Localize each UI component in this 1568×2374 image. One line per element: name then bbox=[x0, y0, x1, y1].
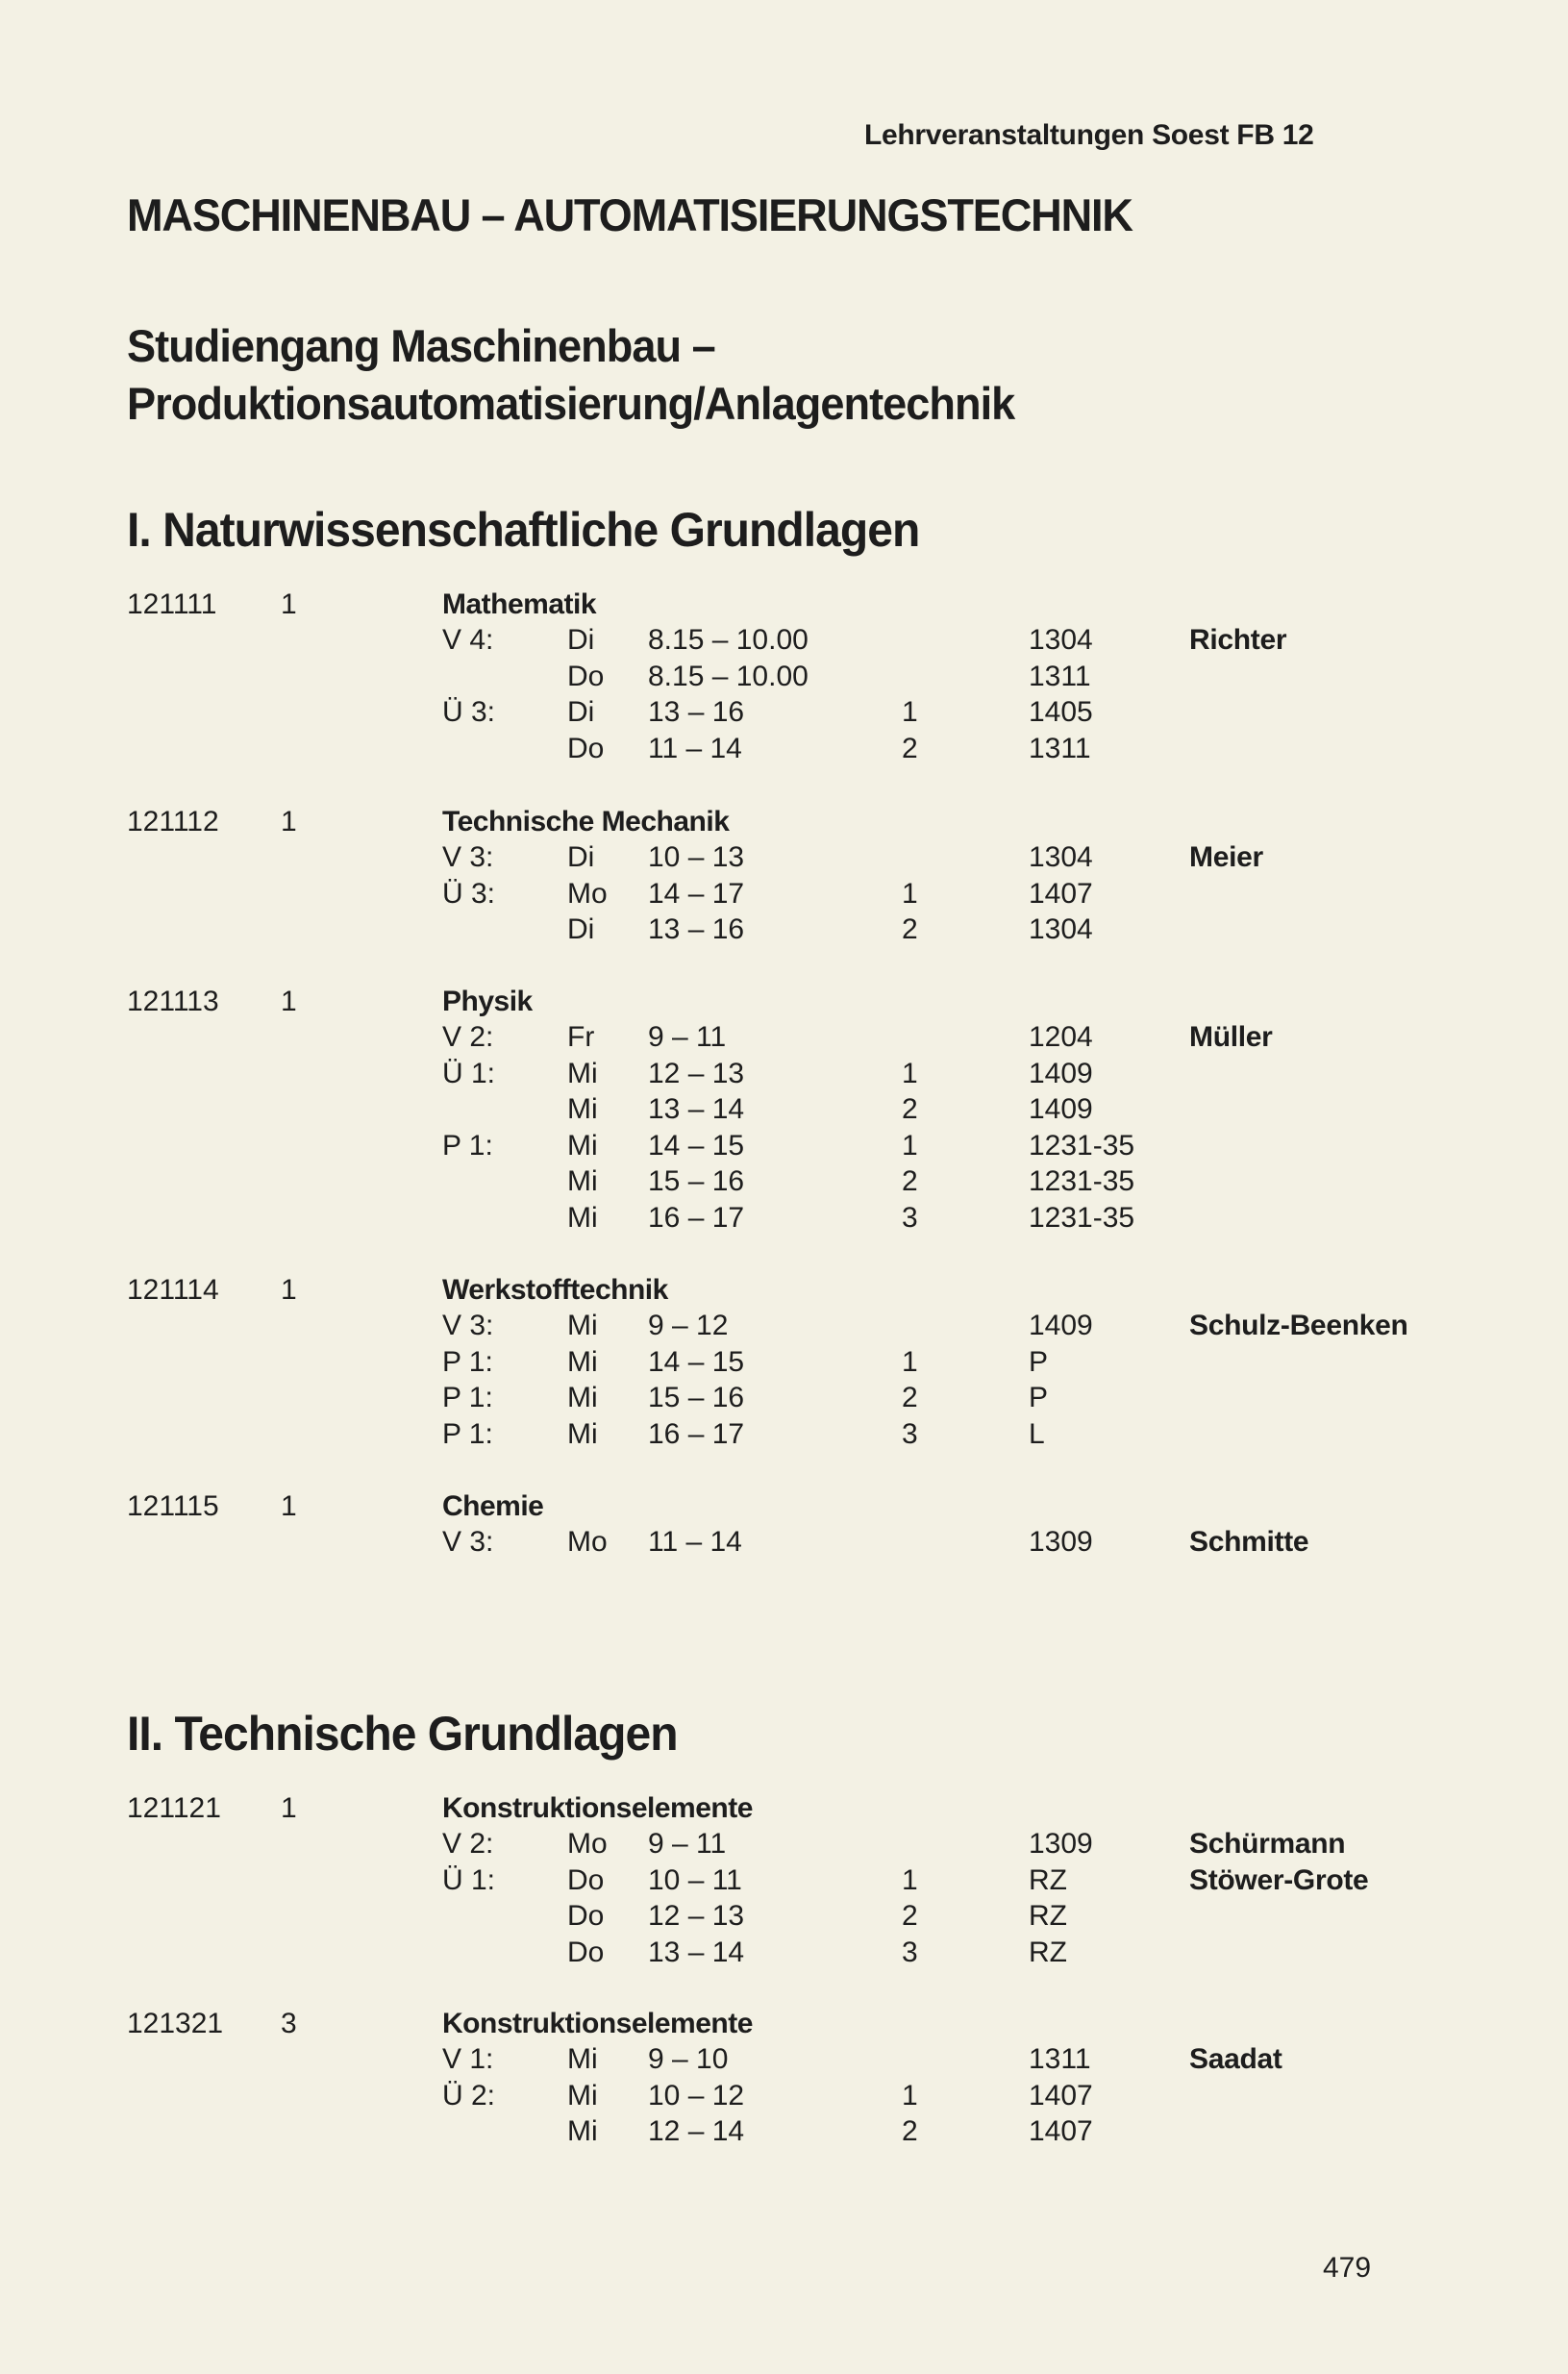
session-day: Mi bbox=[567, 1129, 598, 1162]
course-semester: 1 bbox=[281, 986, 297, 1017]
session-day: Mi bbox=[567, 2079, 598, 2112]
schedule-row bbox=[0, 2115, 1568, 2151]
lecturer-name: Schürmann bbox=[1189, 1828, 1346, 1860]
schedule-row bbox=[0, 1900, 1568, 1936]
course-name: Chemie bbox=[442, 1490, 544, 1522]
session-type: V 3: bbox=[442, 1526, 494, 1558]
session-time: 13 – 16 bbox=[648, 913, 745, 945]
session-room: 1311 bbox=[1029, 660, 1091, 692]
schedule-row bbox=[0, 1021, 1568, 1057]
session-day: Mi bbox=[567, 1345, 598, 1378]
session-room: 1231-35 bbox=[1029, 1165, 1135, 1197]
session-room: 1304 bbox=[1029, 841, 1093, 873]
page-number: 479 bbox=[1323, 2252, 1372, 2284]
session-group: 2 bbox=[902, 1093, 918, 1125]
schedule-row bbox=[0, 1202, 1568, 1237]
session-group: 2 bbox=[902, 732, 918, 764]
section-heading: I. Naturwissenschaftliche Grundlagen bbox=[127, 503, 920, 557]
session-room: 1311 bbox=[1029, 732, 1091, 764]
session-day: Di bbox=[567, 913, 595, 945]
session-type: P 1: bbox=[442, 1382, 493, 1413]
session-day: Mi bbox=[567, 1057, 598, 1089]
session-day: Do bbox=[567, 1936, 605, 1968]
session-time: 14 – 15 bbox=[648, 1345, 745, 1378]
session-room: 1407 bbox=[1029, 2115, 1093, 2147]
course-name: Physik bbox=[442, 986, 533, 1017]
lecturer-name: Stöwer-Grote bbox=[1189, 1863, 1369, 1896]
session-group: 2 bbox=[902, 1900, 918, 1932]
course-number: 121114 bbox=[127, 1274, 219, 1306]
session-room: RZ bbox=[1029, 1900, 1067, 1932]
session-time: 13 – 14 bbox=[648, 1093, 745, 1125]
course-semester: 1 bbox=[281, 806, 297, 837]
session-group: 3 bbox=[902, 1936, 918, 1968]
session-time: 9 – 11 bbox=[648, 1021, 727, 1053]
schedule-row bbox=[0, 624, 1568, 660]
session-type: V 3: bbox=[442, 841, 494, 873]
session-time: 12 – 14 bbox=[648, 2115, 745, 2147]
session-time: 12 – 13 bbox=[648, 1057, 745, 1089]
course-number: 121113 bbox=[127, 986, 219, 1017]
lecturer-name: Saadat bbox=[1189, 2043, 1282, 2075]
subtitle-line-2: Produktionsautomatisierung/Anlagentechnik bbox=[127, 378, 1015, 429]
course-semester: 1 bbox=[281, 1490, 297, 1522]
schedule-row bbox=[0, 1058, 1568, 1093]
session-room: 1407 bbox=[1029, 2079, 1093, 2112]
session-time: 14 – 15 bbox=[648, 1129, 745, 1162]
session-type: Ü 3: bbox=[442, 696, 496, 728]
session-day: Do bbox=[567, 1900, 605, 1932]
schedule-row bbox=[0, 1937, 1568, 1972]
session-time: 15 – 16 bbox=[648, 1382, 745, 1413]
lecturer-name: Schulz-Beenken bbox=[1189, 1310, 1408, 1341]
session-type: Ü 2: bbox=[442, 2079, 496, 2112]
schedule-row bbox=[0, 841, 1568, 877]
schedule-row bbox=[0, 1346, 1568, 1382]
session-time: 10 – 12 bbox=[648, 2079, 745, 2112]
session-type: P 1: bbox=[442, 1417, 493, 1450]
session-day: Fr bbox=[567, 1021, 595, 1053]
session-room: 1309 bbox=[1029, 1526, 1093, 1558]
session-group: 2 bbox=[902, 1382, 918, 1413]
session-type: V 2: bbox=[442, 1021, 494, 1053]
course-name: Konstruktionselemente bbox=[442, 2008, 753, 2039]
course-name: Werkstofftechnik bbox=[442, 1274, 668, 1306]
session-group: 3 bbox=[902, 1417, 918, 1450]
course-semester: 1 bbox=[281, 1792, 297, 1824]
schedule-row bbox=[0, 1526, 1568, 1562]
session-day: Do bbox=[567, 660, 605, 692]
schedule-row bbox=[0, 1382, 1568, 1417]
session-time: 10 – 13 bbox=[648, 841, 745, 873]
session-time: 9 – 12 bbox=[648, 1310, 729, 1341]
session-group: 2 bbox=[902, 1165, 918, 1197]
schedule-row bbox=[0, 1864, 1568, 1900]
session-type: V 4: bbox=[442, 624, 494, 656]
session-time: 12 – 13 bbox=[648, 1900, 745, 1932]
session-room: P bbox=[1029, 1345, 1049, 1378]
session-time: 11 – 14 bbox=[648, 1526, 742, 1558]
session-room: 1231-35 bbox=[1029, 1129, 1135, 1162]
session-group: 2 bbox=[902, 913, 918, 945]
lecturer-name: Müller bbox=[1189, 1021, 1273, 1053]
session-group: 1 bbox=[902, 2079, 918, 2112]
schedule-row bbox=[0, 913, 1568, 949]
session-time: 13 – 14 bbox=[648, 1936, 745, 1968]
session-group: 3 bbox=[902, 1201, 918, 1234]
session-day: Mi bbox=[567, 1382, 598, 1413]
session-room: 1304 bbox=[1029, 913, 1093, 945]
schedule-row bbox=[0, 2043, 1568, 2079]
session-room: 1407 bbox=[1029, 877, 1093, 910]
session-day: Mo bbox=[567, 1828, 608, 1860]
session-room: 1409 bbox=[1029, 1310, 1093, 1341]
schedule-row bbox=[0, 733, 1568, 768]
session-group: 2 bbox=[902, 2115, 918, 2147]
course-semester: 1 bbox=[281, 1274, 297, 1306]
session-room: RZ bbox=[1029, 1863, 1067, 1896]
session-time: 11 – 14 bbox=[648, 732, 742, 764]
session-type: Ü 1: bbox=[442, 1863, 496, 1896]
session-time: 10 – 11 bbox=[648, 1863, 742, 1896]
session-time: 8.15 – 10.00 bbox=[648, 624, 809, 656]
session-time: 14 – 17 bbox=[648, 877, 745, 910]
course-name: Konstruktionselemente bbox=[442, 1792, 753, 1824]
session-time: 16 – 17 bbox=[648, 1417, 745, 1450]
schedule-row bbox=[0, 1828, 1568, 1863]
session-day: Mo bbox=[567, 1526, 608, 1558]
session-type: Ü 1: bbox=[442, 1057, 496, 1089]
lecturer-name: Schmitte bbox=[1189, 1526, 1309, 1558]
session-room: 1304 bbox=[1029, 624, 1093, 656]
lecturer-name: Richter bbox=[1189, 624, 1287, 656]
session-group: 1 bbox=[902, 1863, 918, 1896]
course-semester: 3 bbox=[281, 2008, 297, 2039]
course-number: 121112 bbox=[127, 806, 219, 837]
session-day: Mo bbox=[567, 877, 608, 910]
session-room: RZ bbox=[1029, 1936, 1067, 1968]
schedule-row bbox=[0, 2080, 1568, 2115]
schedule-row bbox=[0, 1093, 1568, 1129]
session-room: 1204 bbox=[1029, 1021, 1093, 1053]
session-day: Di bbox=[567, 624, 595, 656]
section-heading: II. Technische Grundlagen bbox=[127, 1707, 678, 1761]
session-day: Mi bbox=[567, 1417, 598, 1450]
session-time: 15 – 16 bbox=[648, 1165, 745, 1197]
session-day: Mi bbox=[567, 2115, 598, 2147]
session-day: Mi bbox=[567, 1165, 598, 1197]
course-number: 121115 bbox=[127, 1490, 219, 1522]
session-day: Do bbox=[567, 1863, 605, 1896]
course-number: 121321 bbox=[127, 2008, 224, 2039]
lecturer-name: Meier bbox=[1189, 841, 1263, 873]
session-room: 1309 bbox=[1029, 1828, 1093, 1860]
schedule-row bbox=[0, 1310, 1568, 1345]
session-room: L bbox=[1029, 1417, 1045, 1450]
session-day: Do bbox=[567, 732, 605, 764]
schedule-row bbox=[0, 1130, 1568, 1165]
course-name: Mathematik bbox=[442, 588, 597, 620]
session-day: Mi bbox=[567, 1201, 598, 1234]
running-header: Lehrveranstaltungen Soest FB 12 bbox=[864, 119, 1314, 151]
session-type: P 1: bbox=[442, 1345, 493, 1378]
schedule-row bbox=[0, 1165, 1568, 1201]
session-day: Mi bbox=[567, 2043, 598, 2075]
course-semester: 1 bbox=[281, 588, 297, 620]
session-group: 1 bbox=[902, 696, 918, 728]
session-type: P 1: bbox=[442, 1129, 493, 1162]
page-title: MASCHINENBAU – AUTOMATISIERUNGSTECHNIK bbox=[127, 189, 1132, 240]
session-type: Ü 3: bbox=[442, 877, 496, 910]
session-type: V 2: bbox=[442, 1828, 494, 1860]
session-room: P bbox=[1029, 1382, 1049, 1413]
session-group: 1 bbox=[902, 1129, 918, 1162]
session-room: 1405 bbox=[1029, 696, 1093, 728]
session-day: Mi bbox=[567, 1093, 598, 1125]
schedule-row bbox=[0, 661, 1568, 696]
session-day: Di bbox=[567, 696, 595, 728]
schedule-row bbox=[0, 696, 1568, 732]
session-room: 1231-35 bbox=[1029, 1201, 1135, 1234]
subtitle-line-1: Studiengang Maschinenbau – bbox=[127, 320, 715, 371]
session-time: 13 – 16 bbox=[648, 696, 745, 728]
session-time: 8.15 – 10.00 bbox=[648, 660, 809, 692]
session-day: Mi bbox=[567, 1310, 598, 1341]
session-type: V 3: bbox=[442, 1310, 494, 1341]
course-number: 121121 bbox=[127, 1792, 221, 1824]
session-room: 1311 bbox=[1029, 2043, 1091, 2075]
course-name: Technische Mechanik bbox=[442, 806, 730, 837]
session-group: 1 bbox=[902, 1345, 918, 1378]
subtitle bbox=[127, 317, 1014, 433]
session-time: 9 – 11 bbox=[648, 1828, 727, 1860]
session-group: 1 bbox=[902, 877, 918, 910]
session-room: 1409 bbox=[1029, 1057, 1093, 1089]
session-time: 9 – 10 bbox=[648, 2043, 729, 2075]
session-group: 1 bbox=[902, 1057, 918, 1089]
session-room: 1409 bbox=[1029, 1093, 1093, 1125]
session-type: V 1: bbox=[442, 2043, 494, 2075]
course-number: 121111 bbox=[127, 588, 217, 620]
schedule-row bbox=[0, 878, 1568, 913]
schedule-row bbox=[0, 1418, 1568, 1454]
session-time: 16 – 17 bbox=[648, 1201, 745, 1234]
session-day: Di bbox=[567, 841, 595, 873]
